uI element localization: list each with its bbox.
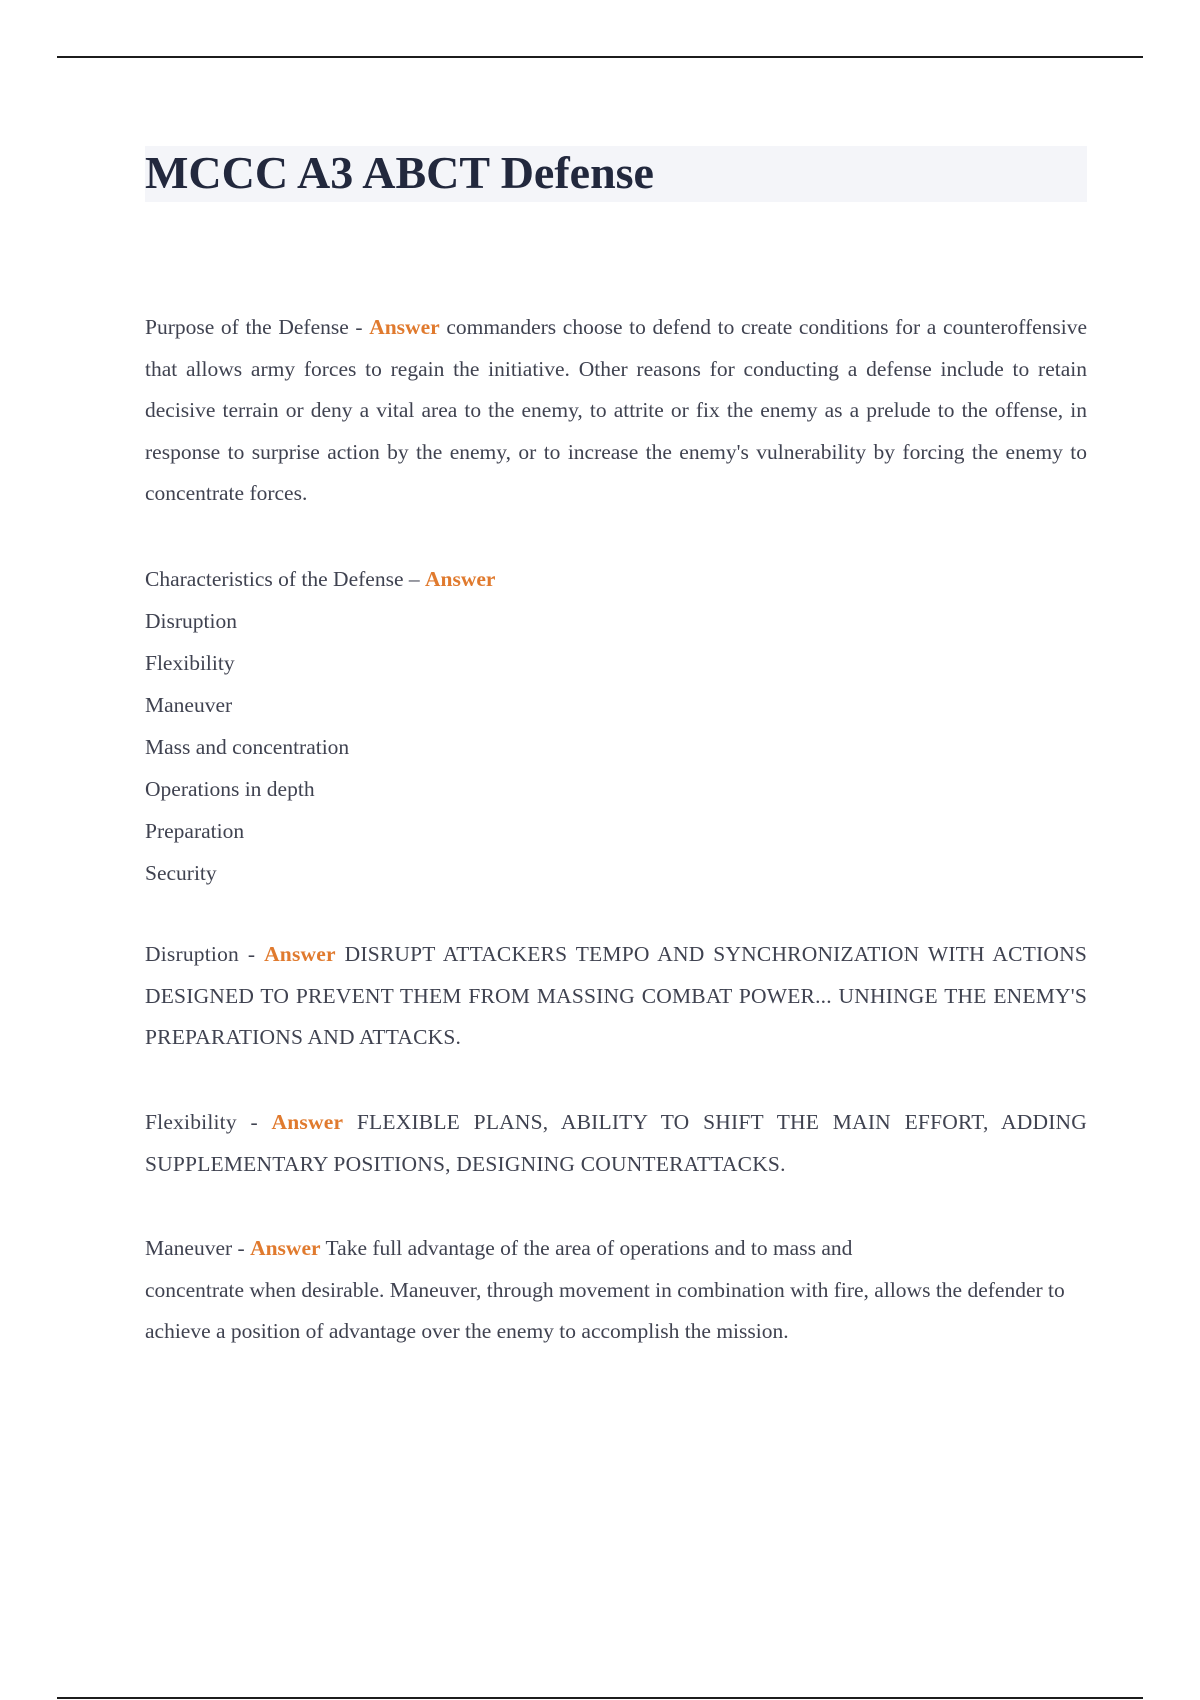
- purpose-text: commanders choose to defend to create conditions for a counteroffensive that allows army forces to regain the initiative. Other reasons for conducting a defense include to retain decisive terrain or deny a vital area to the enemy, to attrite or fix the enemy as a prelude to the offense, in response to surprise action by the enemy, or to increase the enemy's vulnerability by forcing the enemy to concentrate forces.: [145, 315, 1088, 505]
- top-rule: [57, 56, 1143, 58]
- characteristics-answer-label: Answer: [424, 567, 496, 591]
- maneuver-line-3: achieve a position of advantage over the enemy to accomplish the mission.: [145, 1319, 789, 1343]
- list-item: Operations in depth: [145, 777, 315, 801]
- list-item: Disruption: [145, 609, 237, 633]
- flexibility-text: FLEXIBLE PLANS, ABILITY TO SHIFT THE MAIN EFFORT, ADDING SUPPLEMENTARY POSITIONS, DESIGNING COUNTERATTACKS.: [145, 1110, 1088, 1176]
- maneuver-paragraph: [145, 1228, 1087, 1353]
- maneuver-text-1: Take full advantage of the area of operations and to mass and: [325, 1236, 853, 1260]
- bottom-rule: [57, 1697, 1143, 1699]
- maneuver-line-1: [145, 1228, 1087, 1270]
- characteristics-heading: [145, 558, 1087, 600]
- list-item: Flexibility: [145, 651, 235, 675]
- characteristics-term: Characteristics of the Defense –: [145, 567, 420, 591]
- disruption-paragraph: [145, 934, 1087, 1059]
- list-item: Security: [145, 861, 217, 885]
- characteristics-section: [145, 558, 1087, 894]
- list-item: Mass and concentration: [145, 735, 350, 759]
- disruption-answer-label: Answer: [264, 942, 336, 966]
- flexibility-answer-label: Answer: [271, 1110, 344, 1134]
- flexibility-paragraph: [145, 1102, 1087, 1185]
- list-item: Preparation: [145, 819, 245, 843]
- document-title: MCCC A3 ABCT Defense: [145, 147, 654, 198]
- maneuver-term: Maneuver -: [145, 1236, 245, 1260]
- disruption-term: Disruption -: [145, 942, 256, 966]
- flexibility-term: Flexibility -: [145, 1110, 258, 1134]
- purpose-answer-label: Answer: [369, 315, 440, 339]
- list-item: Maneuver: [145, 693, 233, 717]
- maneuver-answer-label: Answer: [250, 1236, 321, 1260]
- purpose-paragraph: [145, 307, 1087, 515]
- purpose-term: Purpose of the Defense -: [145, 315, 363, 339]
- disruption-text: DISRUPT ATTACKERS TEMPO AND SYNCHRONIZATION WITH ACTIONS DESIGNED TO PREVENT THEM FROM MASSING COMBAT POWER... UNHINGE THE ENEMY'S PREPARATIONS AND ATTACKS.: [145, 942, 1087, 1049]
- maneuver-line-2: concentrate when desirable. Maneuver, through movement in combination with fire, allows the defender to: [145, 1277, 1065, 1302]
